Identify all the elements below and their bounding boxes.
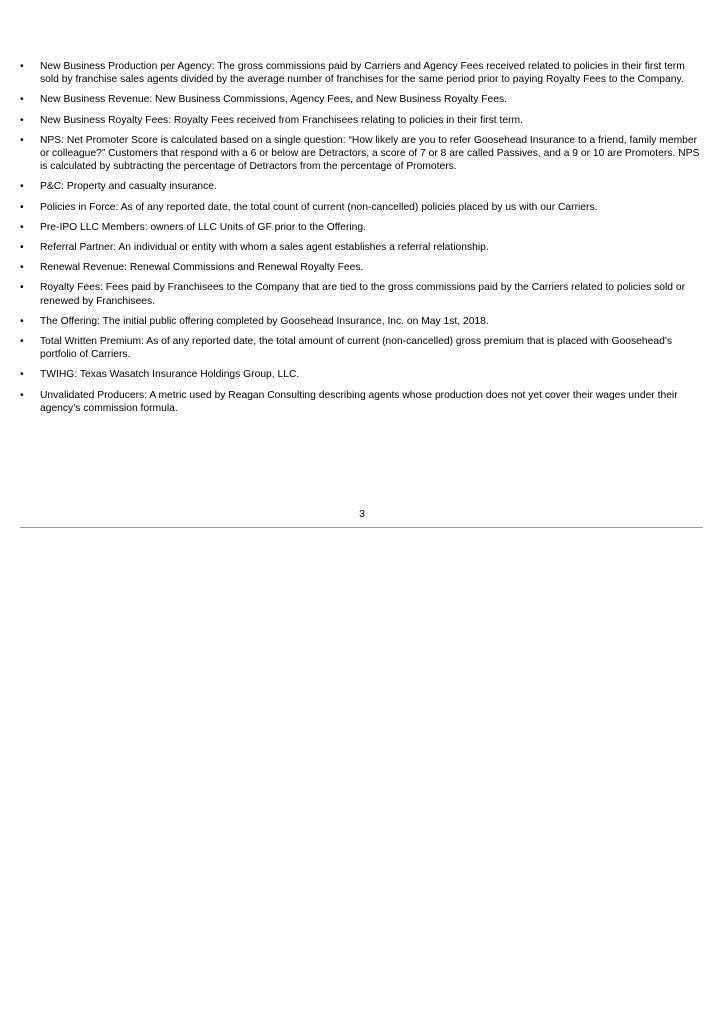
definition-item — [20, 180, 704, 193]
definition-item — [20, 201, 704, 214]
bullet-icon: • — [20, 94, 24, 106]
definition-text: The Offering: The initial public offering completed by Goosehead Insurance, Inc. on May 1st, 2018. — [40, 315, 489, 327]
bullet-icon: • — [20, 201, 24, 213]
definition-item — [20, 93, 704, 106]
definition-text: NPS: Net Promoter Score is calculated based on a single question: “How likely are you to refer Goosehead Insurance to a friend, family member or colleague?” Customers that respond with a 6 or below are Detractors, a score of 7 or 8 are called Passives, and a 9 or 10 are Promoters. NPS is calculated by subtracting the percentage of Detractors from the percentage of Promoters. — [40, 134, 700, 173]
page-divider — [20, 527, 703, 528]
definition-text: Policies in Force: As of any reported date, the total count of current (non-cancelled) policies placed by us with our Carriers. — [40, 201, 598, 213]
definition-text: Unvalidated Producers: A metric used by Reagan Consulting describing agents whose production does not yet cover their wages under their agency’s commission formula. — [40, 389, 678, 414]
page-number: 3 — [359, 508, 365, 520]
bullet-icon: • — [20, 242, 24, 254]
bullet-icon: • — [20, 181, 24, 193]
definition-item — [20, 281, 704, 307]
definition-item — [20, 114, 704, 127]
bullet-icon: • — [20, 221, 24, 233]
definition-text: New Business Royalty Fees: Royalty Fees received from Franchisees relating to policies in their first term. — [40, 114, 523, 126]
bullet-icon: • — [20, 336, 24, 348]
definition-text: New Business Production per Agency: The gross commissions paid by Carriers and Agency Fees received related to policies in their first term sold by franchise sales agents divided by the average number of franchises for the same period prior to paying Royalty Fees to the Company. — [40, 61, 685, 86]
definition-item — [20, 368, 704, 381]
bullet-icon: • — [20, 262, 24, 274]
definition-item — [20, 221, 704, 234]
bullet-icon: • — [20, 282, 24, 294]
definitions-list — [20, 60, 704, 422]
definition-text: Pre-IPO LLC Members: owners of LLC Units of GF prior to the Offering. — [40, 221, 367, 233]
definition-text: Renewal Revenue: Renewal Commissions and Renewal Royalty Fees. — [40, 262, 364, 274]
definition-item — [20, 134, 704, 174]
definition-text: Referral Partner: An individual or entity with whom a sales agent establishes a referral relationship. — [40, 242, 489, 254]
definition-text: New Business Revenue: New Business Commissions, Agency Fees, and New Business Royalty Fees. — [40, 94, 507, 106]
definition-item — [20, 315, 704, 328]
bullet-icon: • — [20, 389, 24, 401]
bullet-icon: • — [20, 114, 24, 126]
bullet-icon: • — [20, 61, 24, 72]
definition-text: Royalty Fees: Fees paid by Franchisees to the Company that are tied to the gross commissions paid by the Carriers related to policies sold or renewed by Franchisees. — [40, 282, 686, 307]
definition-text: TWIHG: Texas Wasatch Insurance Holdings Group, LLC. — [40, 369, 300, 381]
definition-item — [20, 335, 704, 361]
definition-item — [20, 241, 704, 254]
bullet-icon: • — [20, 134, 24, 146]
definition-text: Total Written Premium: As of any reported date, the total amount of current (non-cancelled) gross premium that is placed with Goosehead’s portfolio of Carriers. — [40, 336, 673, 361]
definition-item — [20, 60, 704, 86]
definition-item — [20, 389, 704, 415]
definition-item — [20, 261, 704, 274]
definition-text: P&C: Property and casualty insurance. — [40, 181, 217, 193]
bullet-icon: • — [20, 369, 24, 381]
bullet-icon: • — [20, 315, 24, 327]
